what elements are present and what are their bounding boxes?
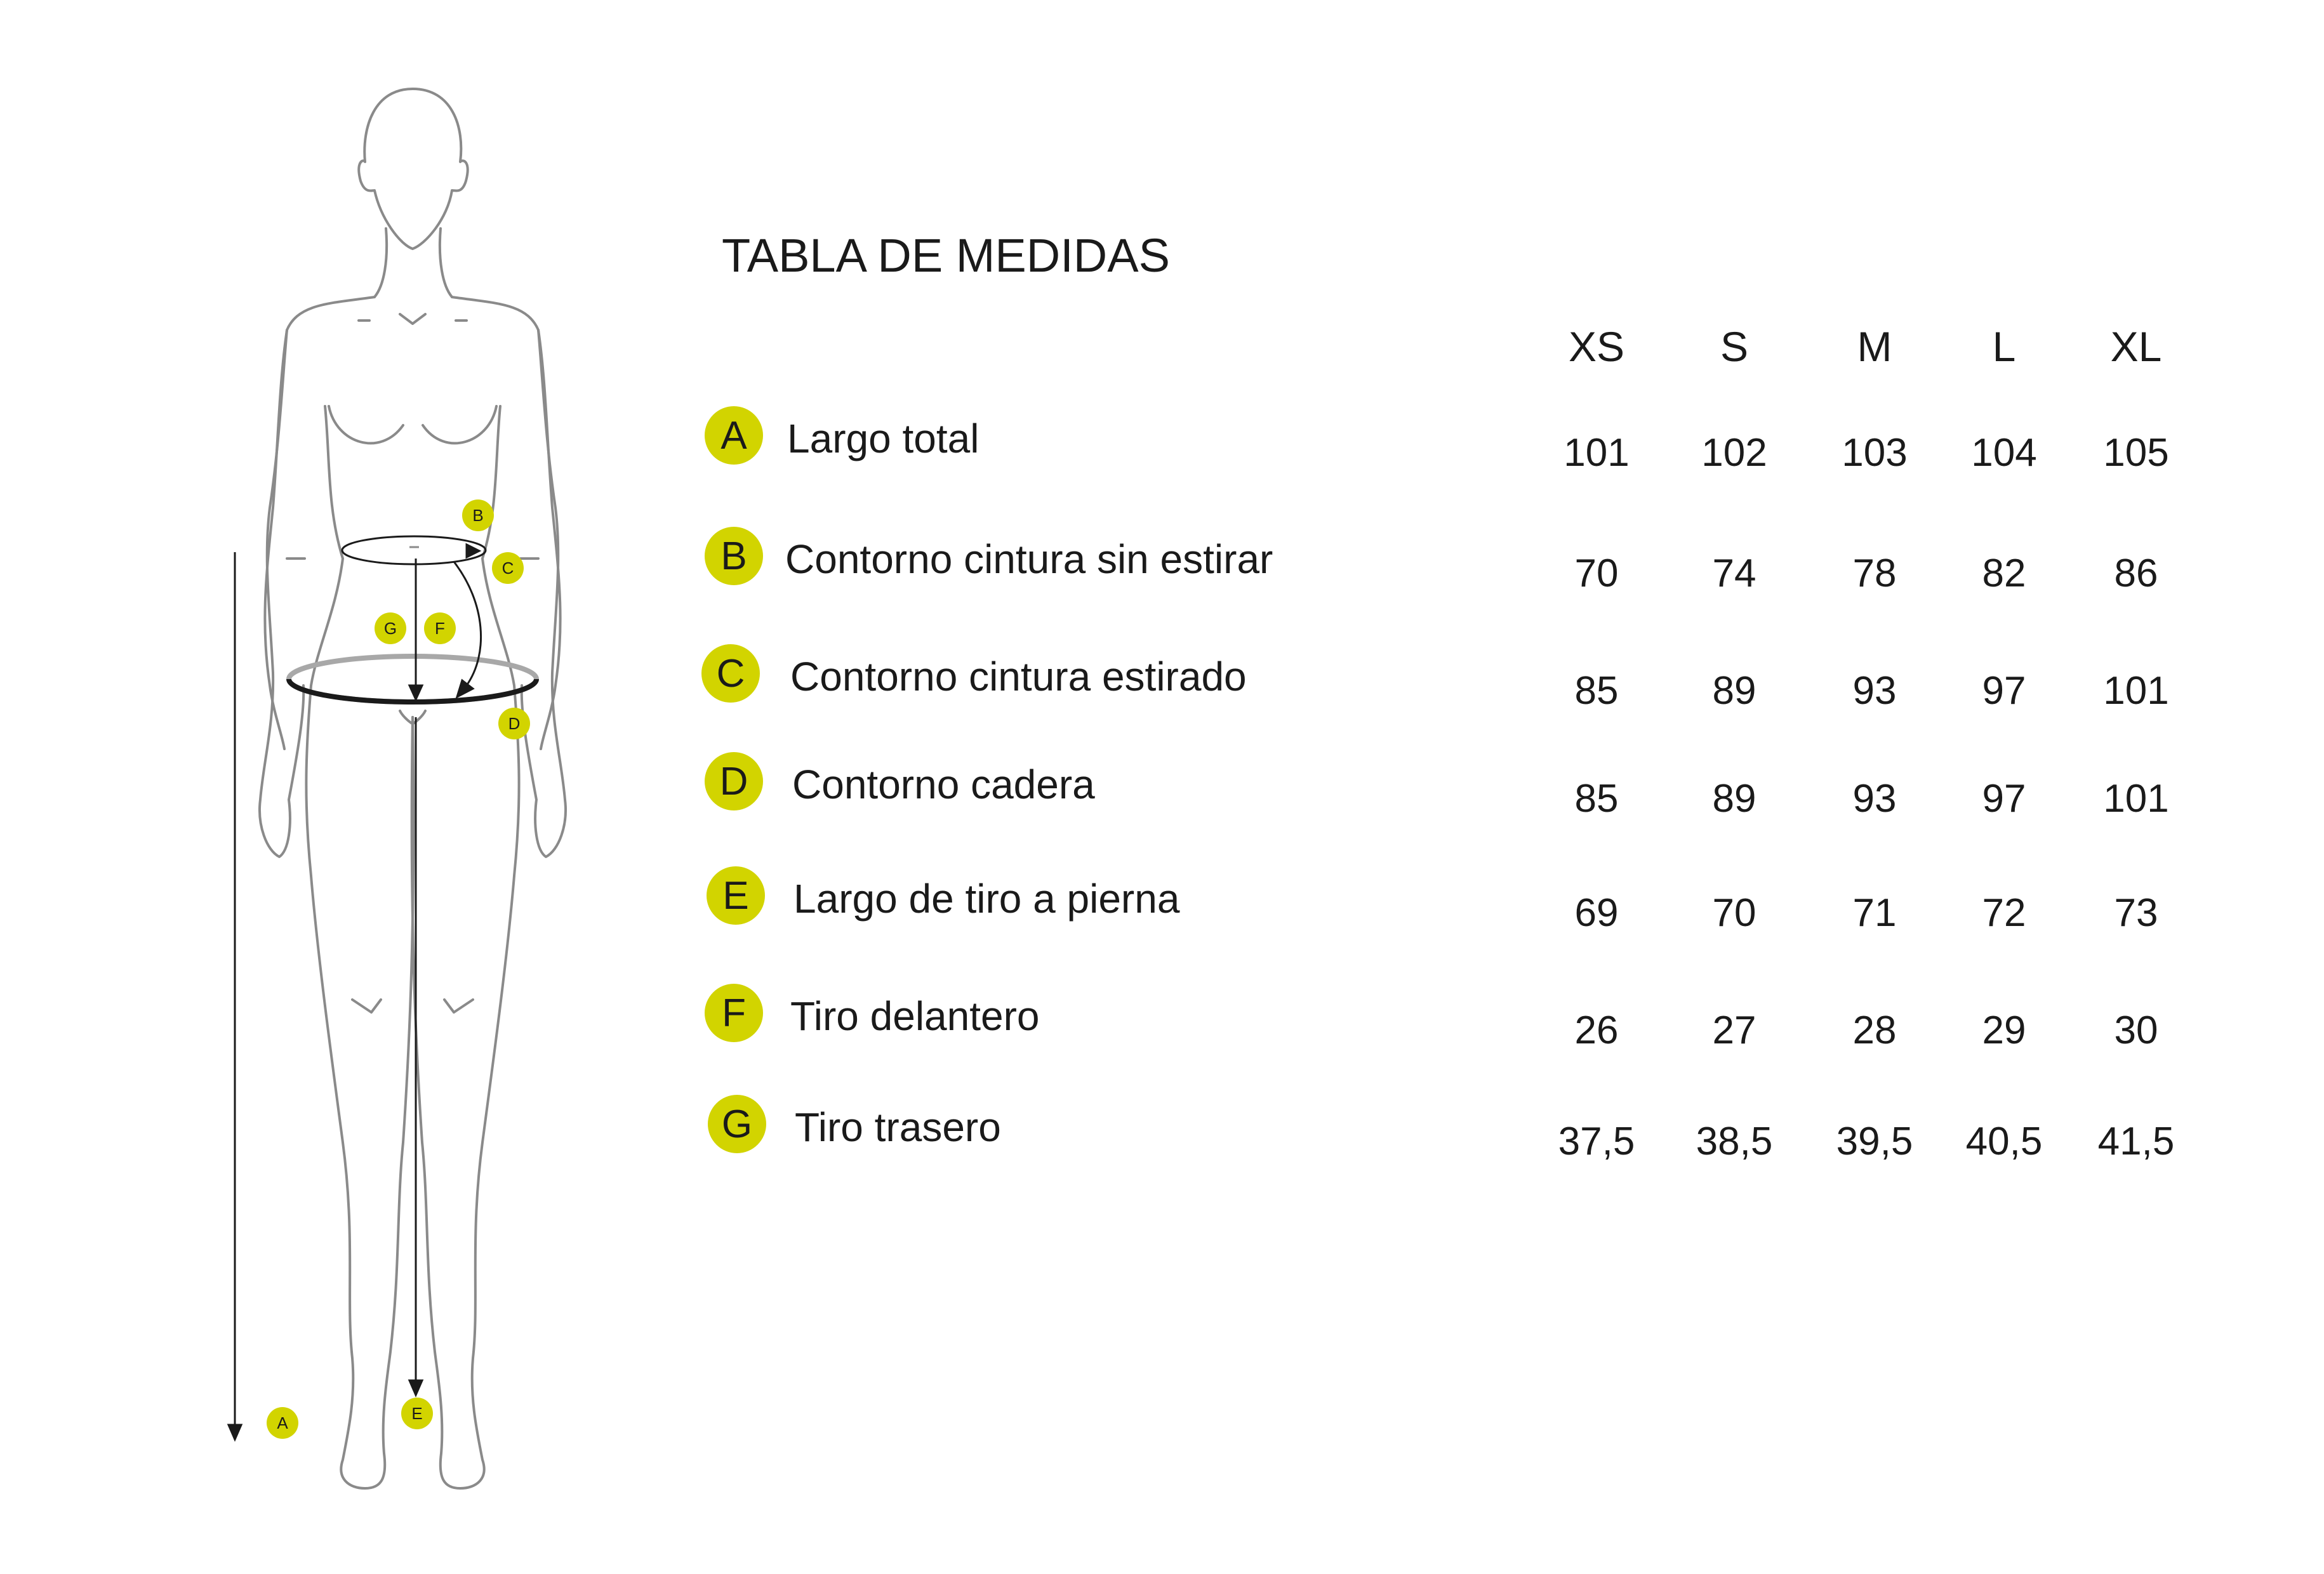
measurement-value: 82: [1982, 552, 2026, 595]
measurement-value: 40,5: [1965, 1120, 2043, 1163]
measurement-value: 39,5: [1836, 1120, 1913, 1163]
measurement-value: 38,5: [1696, 1120, 1773, 1163]
figure-waist-left: [306, 406, 343, 876]
measurement-value: 93: [1852, 777, 1897, 821]
measurement-value: 41,5: [2097, 1120, 2175, 1163]
marker-g-letter: G: [383, 619, 397, 638]
measurement-value: 105: [2103, 431, 2169, 475]
measurement-value: 29: [1982, 1009, 2026, 1052]
measurement-label: Contorno cadera: [792, 762, 1095, 807]
measurement-value: 101: [2103, 777, 2169, 821]
body-figure-diagram: [0, 0, 698, 1574]
marker-e-letter: E: [411, 1404, 423, 1423]
figure-head: [359, 89, 467, 249]
measurement-badge: A: [705, 406, 763, 465]
measurement-value: 70: [1712, 891, 1756, 935]
figure-chest: [329, 406, 496, 443]
size-header: M: [1857, 323, 1892, 370]
measurement-value: 85: [1574, 777, 1619, 821]
measurement-value: 27: [1712, 1009, 1756, 1052]
measurement-value: 26: [1574, 1009, 1619, 1052]
measurement-value: 85: [1574, 669, 1619, 713]
figure-leg-left: [311, 717, 413, 1488]
measurement-badge: F: [705, 984, 763, 1042]
measurement-value: 28: [1852, 1009, 1897, 1052]
measurement-value: 104: [1971, 431, 2037, 475]
measurement-value: 72: [1982, 891, 2026, 935]
measurement-label: Tiro delantero: [790, 993, 1040, 1039]
figure-torso-left: [265, 297, 375, 749]
measurement-value: 70: [1574, 552, 1619, 595]
measurement-value: 71: [1852, 891, 1897, 935]
figure-markers: [267, 499, 530, 1439]
figure-leg-right: [412, 717, 514, 1488]
arrow-a-head: [229, 1425, 241, 1439]
measurement-value: 37,5: [1558, 1120, 1635, 1163]
table-title: TABLA DE MEDIDAS: [722, 229, 1170, 282]
arrow-b-head: [467, 545, 479, 557]
marker-b-letter: B: [472, 506, 484, 525]
measurement-label: Contorno cintura sin estirar: [785, 536, 1273, 582]
measurement-value: 89: [1712, 669, 1756, 713]
arrow-f-head: [457, 680, 473, 697]
size-header: XL: [2110, 323, 2162, 370]
measurement-value: 97: [1982, 669, 2026, 713]
measurement-value: 97: [1982, 777, 2026, 821]
measurement-value: 74: [1712, 552, 1756, 595]
marker-f-letter: F: [435, 619, 445, 638]
measurement-value: 93: [1852, 669, 1897, 713]
figure-collar: [359, 314, 467, 324]
arrow-g-head: [409, 685, 422, 699]
size-header: S: [1720, 323, 1749, 370]
measurement-value: 69: [1574, 891, 1619, 935]
arrow-e-head: [409, 1380, 422, 1395]
marker-c-letter: C: [501, 559, 514, 578]
measurement-badge: C: [701, 644, 760, 703]
measurement-value: 30: [2114, 1009, 2158, 1052]
measurement-value: 86: [2114, 552, 2158, 595]
measurement-label: Largo total: [787, 416, 979, 461]
measurement-value: 89: [1712, 777, 1756, 821]
arrow-f-curve: [454, 562, 481, 685]
measurement-label: Contorno cintura estirado: [790, 654, 1247, 699]
measurement-badge: E: [707, 866, 765, 925]
size-header: L: [1992, 323, 2016, 370]
measurement-label: Tiro trasero: [795, 1104, 1001, 1150]
measurement-value: 101: [1564, 431, 1630, 475]
measurement-badge: G: [708, 1095, 766, 1153]
figure-waist-right: [482, 406, 519, 876]
measurement-value: 78: [1852, 552, 1897, 595]
size-header: XS: [1568, 323, 1625, 370]
marker-a-letter: A: [277, 1413, 288, 1432]
measurement-badge: D: [705, 752, 763, 810]
measurement-label: Largo de tiro a pierna: [793, 876, 1180, 922]
figure-knee-left: [352, 1000, 473, 1012]
figure-neck: [375, 228, 452, 297]
measurement-value: 101: [2103, 669, 2169, 713]
waist-measure-ellipse: [342, 536, 486, 564]
measurement-badge: B: [705, 527, 763, 585]
measurement-value: 73: [2114, 891, 2158, 935]
marker-d-letter: D: [508, 714, 521, 733]
measurement-value: 103: [1842, 431, 1908, 475]
measurement-value: 102: [1701, 431, 1767, 475]
